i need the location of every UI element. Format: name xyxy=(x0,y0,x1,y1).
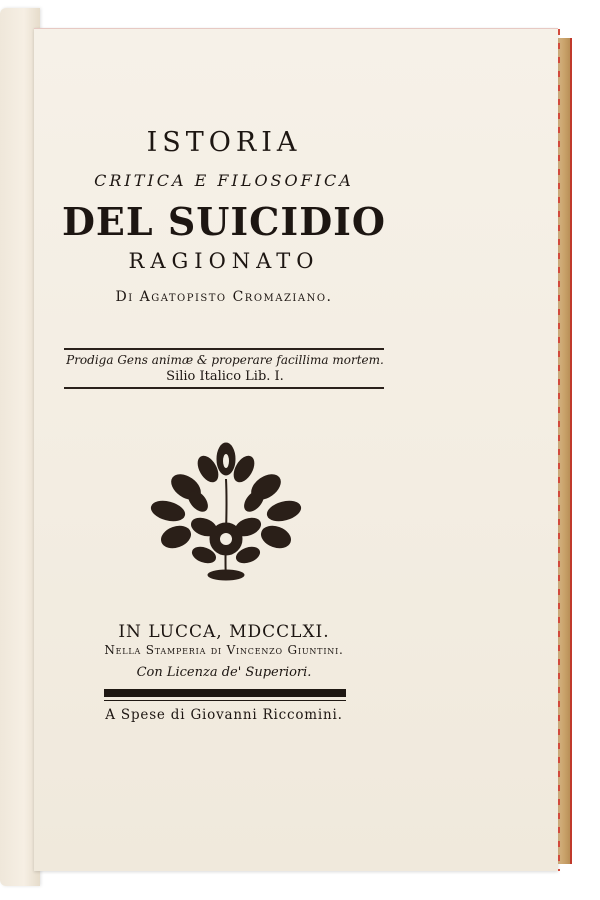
title-del-suicidio: DEL SUICIDIO xyxy=(61,199,387,244)
red-edge-stain xyxy=(558,29,560,871)
imprint-thin-rule xyxy=(104,700,346,701)
imprint-thick-rule xyxy=(104,689,346,697)
imprint-place-date: IN LUCCA, MDCCLXI. xyxy=(118,622,330,642)
title-ragionato: RAGIONATO xyxy=(128,249,320,273)
title-critica: CRITICA E FILOSOFICA xyxy=(94,171,354,190)
author-line: Di Agatopisto Cromaziano. xyxy=(115,289,333,305)
imprint-printer: Nella Stamperia di Vincenzo Giuntini. xyxy=(104,643,344,657)
title-istoria: ISTORIA xyxy=(146,127,302,158)
imprint-expense: A Spese di Giovanni Riccomini. xyxy=(105,707,343,723)
title-page xyxy=(34,28,558,871)
epigraph-top-rule xyxy=(64,348,384,350)
epigraph-motto: Prodiga Gens animæ & properare facillima mortem. xyxy=(66,353,384,367)
imprint-license: Con Licenza de' Superiori. xyxy=(136,665,312,680)
epigraph-source: Silio Italico Lib. I. xyxy=(166,369,284,384)
epigraph-bottom-rule xyxy=(64,387,384,389)
floral-vignette-icon xyxy=(146,439,306,589)
